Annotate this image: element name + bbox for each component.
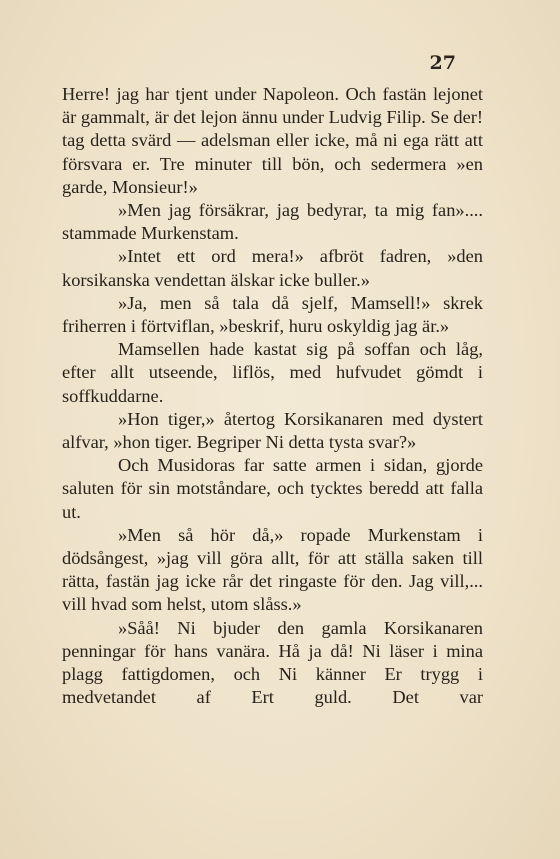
paragraph: »Såå! Ni bjuder den gamla Korsikanaren penningar för hans vanära. Hå ja då! Ni läser i mina plagg fattigdomen, och Ni känner Er trygg i medvetandet af Ert guld. Det var — [62, 617, 483, 708]
paragraph: »Ja, men så tala då sjelf, Mamsell!» skrek friherren i förtviflan, »beskrif, huru oskyldig jag är.» — [62, 292, 483, 337]
paragraph: Och Musidoras far satte armen i sidan, gjorde saluten för sin motståndare, och tycktes beredd att falla ut. — [62, 455, 483, 522]
paragraph: »Intet ett ord mera!» afbröt fadren, »den korsikanska vendettan älskar icke buller.» — [62, 246, 483, 290]
page-number: 27 — [429, 52, 456, 74]
paragraph: »Men jag försäkrar, jag bedyrar, ta mig fan».... stammade Murkenstam. — [62, 200, 483, 244]
paragraph: »Hon tiger,» återtog Korsikanaren med dystert alfvar, »hon tiger. Begriper Ni detta tysta svar?» — [62, 408, 483, 453]
body-text — [62, 83, 483, 709]
paragraph: »Men så hör då,» ropade Murkenstam i dödsångest, »jag vill göra allt, för att ställa saken till rätta, fastän jag icke rår det ringaste för den. Jag vill,... vill hvad som helst, utom slåss.» — [62, 524, 483, 615]
paragraph: Mamsellen hade kastat sig på soffan och låg, efter allt utseende, liflös, med hufvudet gömdt i soffkuddarne. — [62, 339, 483, 406]
paragraph: Herre! jag har tjent under Napoleon. Och fastän lejonet är gammalt, är det lejon ännu under Ludvig Filip. Se der! tag detta svärd — adelsman eller icke, må ni ega rätt att försvara er. Tre minuter till bön, och sedermera »en garde, Monsieur!» — [62, 84, 483, 197]
